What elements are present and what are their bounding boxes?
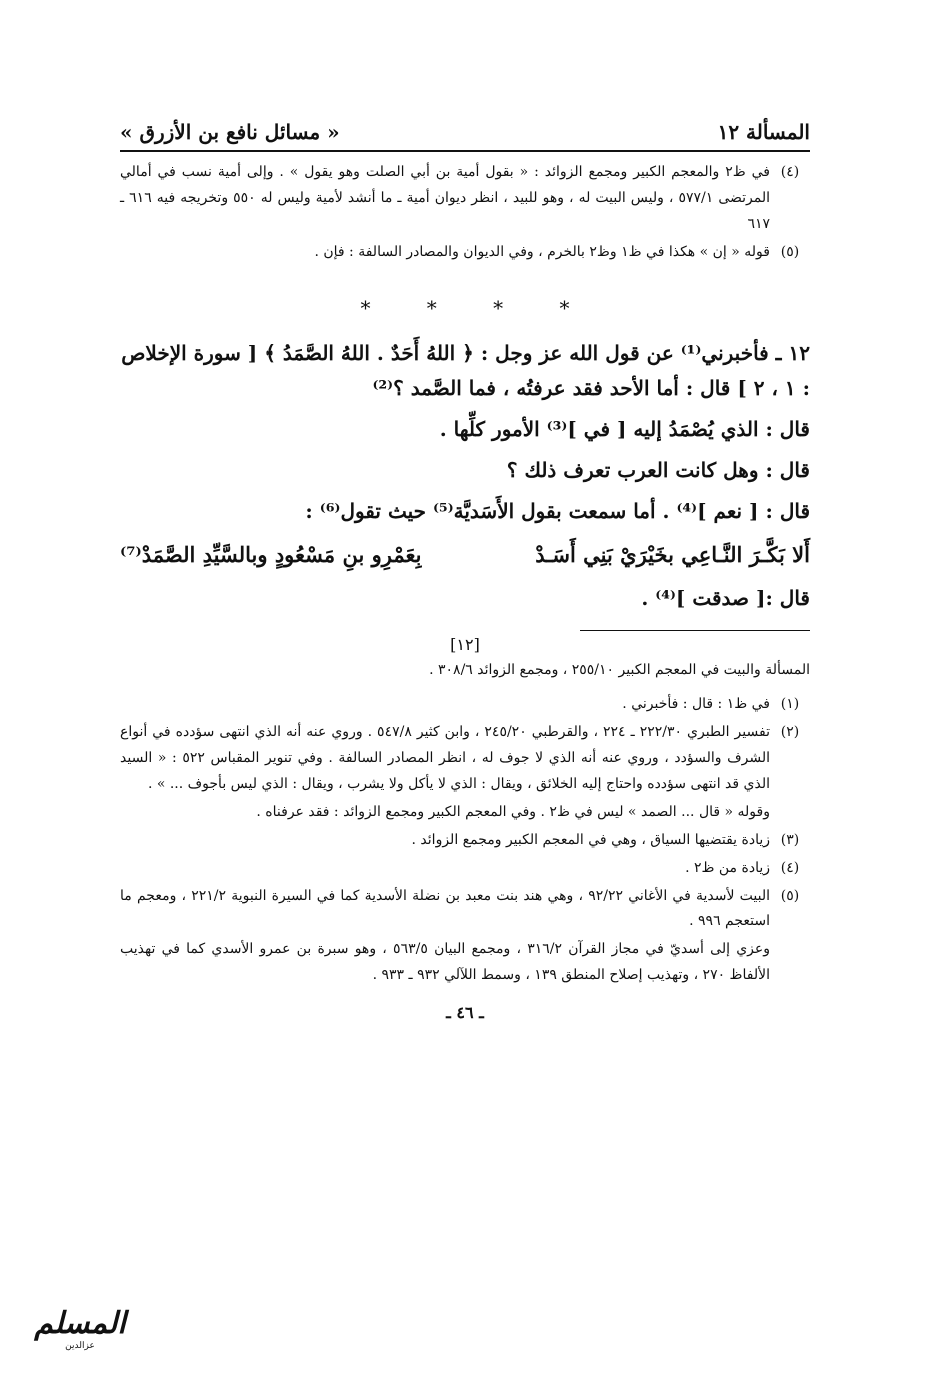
section-reference: [١٢] <box>450 635 480 655</box>
footnote-text: زيادة من ظ٢ . <box>685 859 770 876</box>
footnote <box>120 240 810 266</box>
header-section-number: المسألة ١٢ <box>717 120 810 144</box>
logo-main-text: المسلم <box>34 1305 126 1341</box>
bottom-footnotes <box>120 692 810 989</box>
footnote-text: في ظ٢ والمعجم الكبير ومجمع الزوائد : « بقول أمية بن أبي الصلت وهو يقول » . وإلى أمية نسب في أمالي المرتضى ٥٧٧/١ ، وليس البيت له ، وهو للبيد ، انظر ديوان أمية ـ ما أنشد لأمية وليس له ٥٥٠ وتخريجه فيه ٦١٦ ـ ٦١٧ <box>120 164 771 232</box>
footnote-text: قوله « إن » هكذا في ظ١ وظ٢ بالخرم ، وفي الديوان والمصادر السالفة : فإن . <box>314 243 770 260</box>
footnote-number: (٤) <box>780 859 800 876</box>
footnote <box>120 160 810 238</box>
paragraph: قال : وهل كانت العرب تعرف ذلك ؟ <box>506 457 810 482</box>
poetry-verse <box>120 537 810 574</box>
verse-first-hemistich: أَلا بَكَّـرَ النَّـاعِي بخَيْرَيْ بَنِي أَسَـدْ <box>535 541 810 567</box>
verse-second-hemistich: بِعَمْرِو بنِ مَسْعُودٍ وبالسَّيِّدِ الصَّمَدْ⁽⁷⁾ <box>120 541 422 567</box>
footnote-number <box>770 800 810 826</box>
footnote-text: البيت لأسدية في الأغاني ٩٢/٢٢ ، وهي هند بنت معبد بن نضلة الأسدية كما في السيرة النبوية ٢٢١/٢ ، ومعجم ما استعجم ٩٩٦ . <box>120 887 770 930</box>
footnote-continuation: وعزي إلى أسديّ في مجاز القرآن ٣١٦/٢ ، ومجمع البيان ٥٦٣/٥ ، وهو سبرة بن عمرو الأسدي كما في تهذيب الألفاظ ٢٧٠ ، وتهذيب إصلاح المنطق ١٣٩ ، وسمط اللآلي ٩٣٢ ـ ٩٣٣ . <box>120 941 770 984</box>
footnote-separator <box>580 630 810 631</box>
page <box>120 120 810 1022</box>
main-text <box>120 336 810 617</box>
header-book-title: « مسائل نافع بن الأزرق » <box>120 120 340 144</box>
footnote-number: (١) <box>780 696 800 713</box>
paragraph: قال :[ صدقت ]⁽⁴⁾ . <box>641 586 810 611</box>
footnote-number: (٥) <box>780 887 800 904</box>
page-number: ـ ٤٦ ـ <box>446 1003 484 1023</box>
footnote <box>120 884 810 936</box>
paragraph: ١٢ ـ فأخبرني⁽¹⁾ عن قول الله عز وجل : ﴿ اللهُ أَحَدٌ . اللهُ الصَّمَدُ ﴾ [ سورة الإخلاص : ١ ، ٢ ] قال : أما الأحد فقد عرفتُه ، فما الصَّمد ؟⁽²⁾ <box>121 340 810 400</box>
paragraph: قال : [ نعم ]⁽⁴⁾ . أما سمعت بقول الأَسَديَّة⁽⁵⁾ حيث تقول⁽⁶⁾ : <box>305 498 810 523</box>
logo-sub-text: عزالدين <box>65 1340 95 1351</box>
source-line: المسألة والبيت في المعجم الكبير ٢٥٥/١٠ ، ومجمع الزوائد ٣٠٨/٦ . <box>429 662 810 679</box>
footnote <box>120 692 810 718</box>
footnote-number: (٤) <box>780 164 800 180</box>
footnote-number: (٣) <box>780 831 800 848</box>
footnote-text: وقوله « قال ... الصمد » ليس في ظ٢ . وفي المعجم الكبير ومجمع الزوائد : فقد عرفناه . <box>256 803 770 820</box>
footnote <box>120 856 810 882</box>
footnote-text: تفسير الطبري ٢٢٢/٣٠ ـ ٢٢٤ ، والقرطبي ٢٤٥/٢٠ ، وابن كثير ٥٤٧/٨ . وروي عنه أنه الذي انتهى سؤدده في أنواع الشرف والسؤدد ، وروي عنه أنه الذي لا جوف له ، انظر المصادر السالفة . وفي تنوير المقباس ٥٢٢ : « السيد الذي قد انتهى سؤدده واحتاج إليه الخلائق ، ويقال : الذي لا يأكل ولا يشرب ، ويقال : الذي ليس بأجوف ... » . <box>120 724 771 792</box>
footnote <box>120 828 810 854</box>
section-divider-stars: * * * * <box>360 295 570 320</box>
footnote-number: (٥) <box>780 243 800 260</box>
paragraph: قال : الذي يُصْمَدُ إليه [ في ]⁽³⁾ الأمور كلِّها . <box>439 416 810 441</box>
top-footnotes <box>120 160 810 266</box>
footnote <box>120 720 810 798</box>
running-header <box>120 120 810 152</box>
calligraphy-logo <box>10 1298 150 1358</box>
footnote-text: زيادة يقتضيها السياق ، وهي في المعجم الكبير ومجمع الزوائد . <box>411 831 770 848</box>
footnote-text: في ظ١ : قال : فأخبرني . <box>622 696 770 713</box>
footnote-number: (٢) <box>780 724 800 741</box>
footnote <box>120 800 810 826</box>
